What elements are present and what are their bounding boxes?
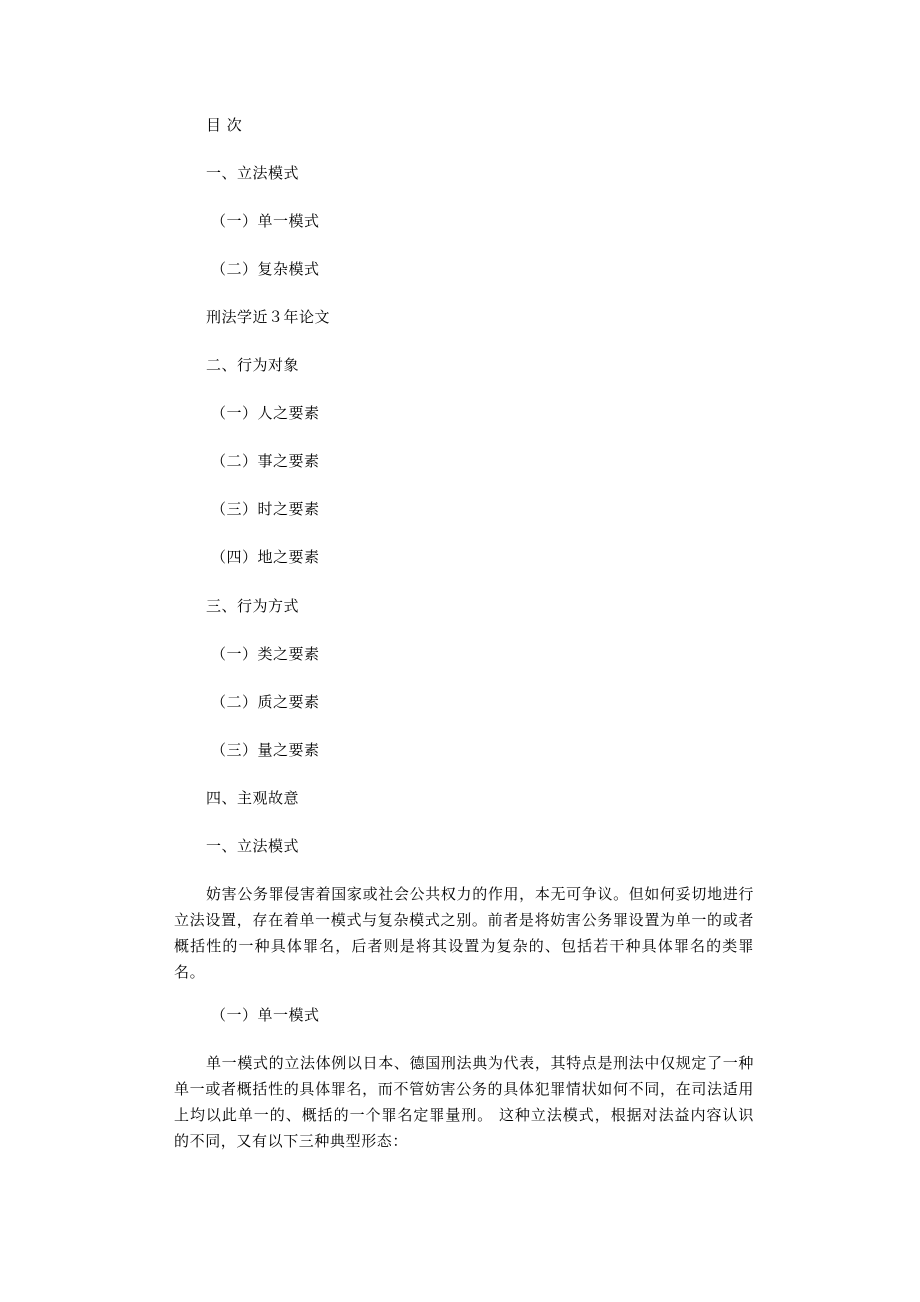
toc-item: （三）量之要素 [211,741,320,759]
toc-item: （一）类之要素 [211,645,320,663]
subsection-heading: （一）单一模式 [211,1006,320,1024]
toc-item: （二）质之要素 [211,693,320,711]
toc-item: （二）事之要素 [211,452,320,470]
section-heading: 一、立法模式 [206,837,300,855]
toc-item: （一）人之要素 [211,404,320,422]
toc-item: 一、立法模式 [206,164,300,182]
toc-title: 目 次 [206,116,243,134]
toc-item: 三、行为方式 [206,597,300,615]
toc-item: （一）单一模式 [211,212,320,230]
toc-item: 二、行为对象 [206,356,300,374]
body-paragraph: 单一模式的立法体例以日本、德国刑法典为代表，其特点是刑法中仅规定了一种单一或者概括性的具体罪名，而不管妨害公务的具体犯罪情状如何不同，在司法适用上均以此单一的、概括的一个罪名定罪量刑。 这种立法模式，根据对法益内容认识的不同，又有以下三种典型形态： [174,1054,754,1150]
body-paragraph: 妨害公务罪侵害着国家或社会公共权力的作用，本无可争议。但如何妥切地进行立法设置，存在着单一模式与复杂模式之别。前者是将妨害公务罪设置为单一的或者概括性的一种具体罪名，后者则是将其设置为复杂的、包括若干种具体罪名的类罪名。 [174,885,754,981]
toc-item: （四）地之要素 [211,548,320,566]
toc-item: （二）复杂模式 [211,260,320,278]
toc-item: （三）时之要素 [211,500,320,518]
toc-item: 刑法学近３年论文 [206,308,331,326]
toc-item: 四、主观故意 [206,789,300,807]
